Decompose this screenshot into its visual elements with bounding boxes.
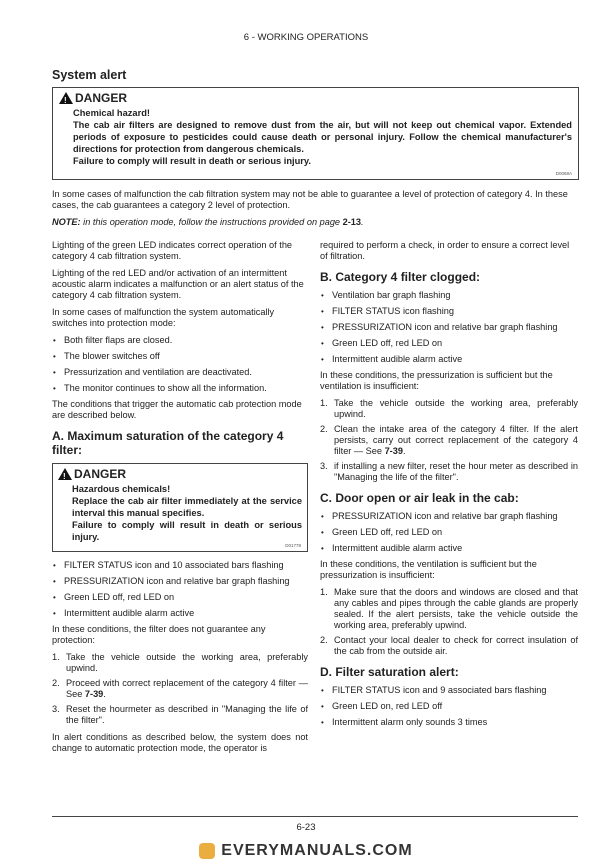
intro-paragraph: In some cases of malfunction the cab filtration system may not be able to guarantee a level of protection of category 4. In these cases, the cab guarantees a category 2 level of protection. (52, 189, 568, 210)
list-item: • The monitor continues to show all the information. (52, 383, 308, 394)
step-text: Proceed with correct replacement of the category 4 filter — See (66, 678, 308, 699)
paragraph: In alert conditions as described below, the system does not change to automatic protection mode, the operator is (52, 732, 308, 753)
watermark: EVERYMANUALS.COM (221, 842, 413, 859)
step-number: 2. (320, 635, 328, 645)
step-number: 2. (52, 678, 60, 688)
step-number: 3. (52, 704, 60, 714)
step (320, 635, 578, 657)
step (320, 587, 578, 631)
steps-a (52, 652, 308, 726)
heading-b: B. Category 4 filter clogged: (320, 270, 481, 284)
step-text: Take the vehicle outside the working area, preferably upwind. (334, 398, 578, 419)
step-number: 1. (320, 587, 328, 597)
watermark-area (0, 840, 612, 862)
danger-line: The cab air filters are designed to remove dust from the air, but will not keep out chemical vapor. Extended periods of exposure to pesticides could cause death or personal injury. Follow the chemical manufacturer's directions for protection from dangerous chemicals. (73, 120, 572, 154)
paragraph: required to perform a check, in order to ensure a correct level of filtration. (320, 240, 570, 261)
list-item: • FILTER STATUS icon and 9 associated bars flashing (320, 685, 578, 696)
step-number: 2. (320, 424, 328, 434)
danger-box-hazardous (52, 463, 308, 552)
paragraph: Lighting of the green LED indicates correct operation of the category 4 cab filtration system. (52, 240, 293, 261)
step (52, 678, 308, 700)
heading-a: A. Maximum saturation of the category 4 filter: (52, 429, 284, 457)
figure-code: D0068A (555, 171, 572, 176)
danger-line: Failure to comply will result in death or serious injury. (73, 156, 311, 166)
list-item: • Intermittent alarm only sounds 3 times (320, 717, 578, 728)
warning-triangle-icon (58, 468, 72, 480)
danger-line: Replace the cab air filter immediately at the service interval this manual specifies. (72, 496, 302, 518)
paragraph: In some cases of malfunction the system automatically switches into protection mode: (52, 307, 275, 328)
heading-c: C. Door open or air leak in the cab: (320, 491, 519, 505)
paragraph: In these conditions, the filter does not guarantee any protection: (52, 624, 266, 645)
right-column (320, 240, 578, 733)
step-text: Clean the intake area of the category 4 filter. If the alert persists, carry out correct replacement of the category 4 filter — See (334, 424, 578, 456)
symptoms-list-c (320, 511, 578, 554)
paragraph: Lighting of the red LED and/or activation of an intermittent acoustic alarm indicates a malfunction or an alert status of the category 4 cab filtration system. (52, 268, 304, 300)
page-link[interactable]: 2-13 (342, 217, 361, 227)
danger-line: Failure to comply will result in death or serious injury. (72, 520, 302, 542)
danger-line: Hazardous chemicals! (72, 484, 171, 494)
paragraph: In these conditions, the ventilation is sufficient but the pressurization is insufficient: (320, 559, 537, 580)
footer-divider (52, 816, 578, 817)
page-link[interactable]: 7-39 (84, 689, 104, 699)
paragraph: In these conditions, the pressurization is sufficient but the ventilation is insufficient: (320, 370, 553, 391)
danger-box-chemical (52, 87, 579, 180)
list-item: • PRESSURIZATION icon and relative bar graph flashing (320, 511, 578, 522)
step (52, 652, 308, 674)
watermark-logo-icon (199, 843, 215, 859)
paragraph: The conditions that trigger the automatic cab protection mode are described below. (52, 399, 302, 420)
list-item: • Ventilation bar graph flashing (320, 290, 578, 301)
left-column (52, 240, 308, 760)
list-item: • FILTER STATUS icon and 10 associated bars flashing (52, 560, 308, 571)
list-item: • Green LED off, red LED on (320, 527, 578, 538)
step (320, 461, 578, 483)
page-header: 6 - WORKING OPERATIONS (243, 32, 369, 43)
danger-label: DANGER (75, 91, 128, 105)
step-number: 1. (52, 652, 60, 662)
list-item: • Pressurization and ventilation are deactivated. (52, 367, 308, 378)
step-end: . (402, 446, 406, 456)
step-text: Take the vehicle outside the working area, preferably upwind. (66, 652, 308, 673)
note-label: NOTE: (52, 217, 81, 227)
list-item: • Green LED off, red LED on (52, 592, 308, 603)
step-text: Make sure that the doors and windows are closed and that any cables and pipes through the cable glands are properly sealed. If the alert persists, take the vehicle outside the working area, preferably upwind. (334, 587, 578, 630)
danger-label: DANGER (74, 467, 127, 481)
symptoms-list-b (320, 290, 578, 365)
step-text: Contact your local dealer to check for correct insulation of the cab from the outside air. (334, 635, 578, 656)
step-text: Reset the hourmeter as described in "Managing the life of the filter". (66, 704, 308, 725)
note-text: in this operation mode, follow the instructions provided on page (80, 217, 343, 227)
step (320, 398, 578, 420)
heading-d: D. Filter saturation alert: (320, 665, 459, 679)
list-item: • The blower switches off (52, 351, 308, 362)
list-item: • Both filter flaps are closed. (52, 335, 308, 346)
danger-line: Chemical hazard! (73, 108, 150, 118)
steps-b (320, 398, 578, 483)
list-item: • Green LED on, red LED off (320, 701, 578, 712)
list-item: • PRESSURIZATION icon and relative bar graph flashing (320, 322, 578, 333)
step (320, 424, 578, 457)
list-item: • PRESSURIZATION icon and relative bar graph flashing (52, 576, 308, 587)
step-text: if installing a new filter, reset the hour meter as described in "Managing the life of the filter". (334, 461, 578, 482)
note-end: . (361, 217, 364, 227)
step-number: 1. (320, 398, 328, 408)
steps-c (320, 587, 578, 657)
list-item: • Intermittent audible alarm active (320, 543, 578, 554)
page-link[interactable]: 7-39 (384, 446, 403, 456)
page-number: 6-23 (296, 822, 316, 833)
step-number: 3. (320, 461, 328, 471)
list-item: • Intermittent audible alarm active (52, 608, 308, 619)
note (52, 217, 579, 228)
warning-triangle-icon (59, 92, 73, 104)
list-item: • Green LED off, red LED on (320, 338, 578, 349)
figure-code: D01778 (285, 543, 301, 548)
list-item: • Intermittent audible alarm active (320, 354, 578, 365)
section-title: System alert (52, 68, 127, 82)
step-end: . (103, 689, 106, 699)
symptoms-list-a (52, 560, 308, 619)
protection-list (52, 335, 308, 394)
step (52, 704, 308, 726)
list-item: • FILTER STATUS icon flashing (320, 306, 578, 317)
symptoms-list-d (320, 685, 578, 728)
